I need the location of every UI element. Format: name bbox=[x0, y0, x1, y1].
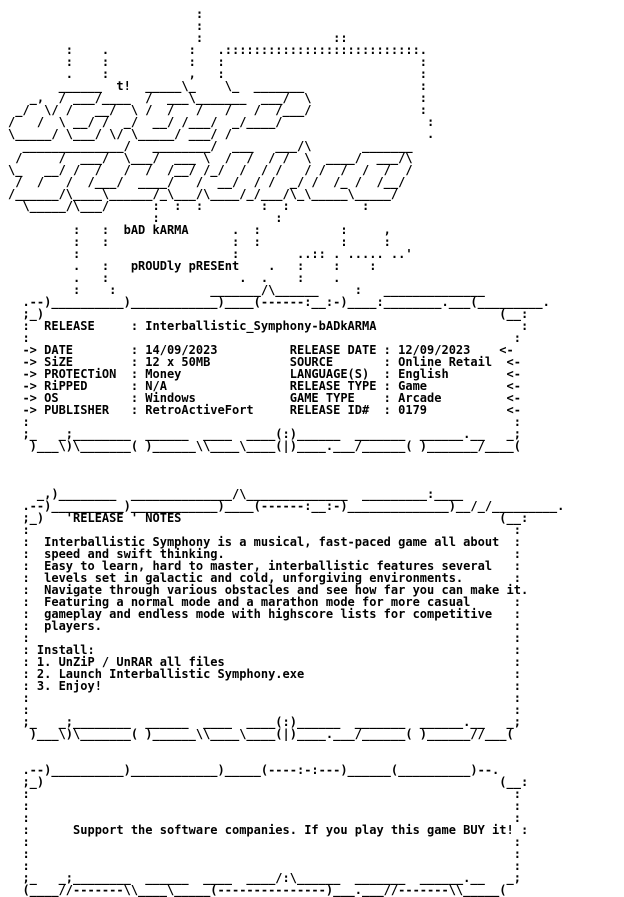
nfo-line: : : bbox=[8, 703, 521, 717]
nfo-line: : bbox=[8, 19, 204, 33]
nfo-line: .--)__________)____________)_____(----:-:---)______(__________)--. bbox=[8, 763, 500, 777]
nfo-line: ;_ _;________ ______ ____ ____/:\______ _______ ______.__ _; bbox=[8, 871, 521, 885]
nfo-line: -> PUBLISHER : RetroActiveFort RELEASE ID# : 0179 <- bbox=[8, 403, 521, 417]
nfo-line: : Support the software companies. If you play this game BUY it! : bbox=[8, 823, 529, 837]
nfo-line: : RELEASE : Interballistic_Symphony-bADkARMA : bbox=[8, 319, 529, 333]
nfo-line: : : bbox=[8, 211, 283, 225]
nfo-line: : :: bbox=[8, 31, 348, 45]
nfo-line bbox=[8, 452, 564, 464]
nfo-line: : Featuring a normal mode and a marathon mode for more casual : bbox=[8, 595, 521, 609]
nfo-line: : Install: : bbox=[8, 643, 521, 657]
nfo-text-block bbox=[8, 8, 564, 896]
nfo-line: . : pROUDly pRESEnt . : : : bbox=[8, 259, 377, 273]
nfo-line: _, / ___/____ / ___\_______ ___/ \ : bbox=[8, 91, 428, 105]
nfo-line: -> OS : Windows GAME TYPE : Arcade <- bbox=[8, 391, 521, 405]
nfo-line: / / / /___/ ____/ / __/ / / _/ / /_ / /__/ bbox=[8, 175, 406, 189]
nfo-line bbox=[8, 464, 564, 476]
nfo-line: /______/\____\______/_\___/\____/_/___/\_\_____\_____/ bbox=[8, 187, 399, 201]
nfo-line: .--)__________)____________)____(------:__:-)____:________.___(_________. bbox=[8, 295, 550, 309]
nfo-line: : : bbox=[8, 835, 521, 849]
nfo-line: : : : : : : bbox=[8, 235, 391, 249]
nfo-line: ;_) (__: bbox=[8, 775, 529, 789]
nfo-line: : : bbox=[8, 847, 521, 861]
nfo-line: : : bbox=[8, 523, 521, 537]
nfo-line: : 2. Launch Interballistic Symphony.exe : bbox=[8, 667, 521, 681]
nfo-line: : : bbox=[8, 811, 521, 825]
nfo-line: : players. : bbox=[8, 619, 521, 633]
nfo-line: / / \ __/ / _/ __/ /___/ _/____/ : bbox=[8, 115, 435, 129]
nfo-line: : Easy to learn, hard to master, interballistic features several : bbox=[8, 559, 521, 573]
nfo-line: : : _______/\______ : ______________ bbox=[8, 283, 485, 297]
nfo-line: . : . . : . bbox=[8, 271, 341, 285]
nfo-line: : : bbox=[8, 331, 521, 345]
nfo-line: . : , : : bbox=[8, 67, 428, 81]
nfo-line: : : bbox=[8, 859, 521, 873]
nfo-line: _,)________ ______________/\______________ _________:____ bbox=[8, 487, 464, 501]
nfo-line bbox=[8, 740, 564, 752]
nfo-line: : 1. UnZiP / UnRAR all files : bbox=[8, 655, 521, 669]
nfo-line: : . : .:::::::::::::::::::::::::::. bbox=[8, 43, 428, 57]
nfo-line: -> PROTECTiON : Money LANGUAGE(S) : English <- bbox=[8, 367, 521, 381]
nfo-line: ;_ _;________ ______ ____ ____(:)______ _______ ______.__ _; bbox=[8, 715, 521, 729]
nfo-line: _/ \/ / __/ \ / / / / / /___/ : bbox=[8, 103, 428, 117]
nfo-line: : Interballistic Symphony is a musical, fast-paced game all about : bbox=[8, 535, 521, 549]
nfo-line: .--)__________)____________)____(------:__:-)______________)__/_/_________. bbox=[8, 499, 565, 513]
nfo-line: : : bbox=[8, 631, 521, 645]
nfo-line: : speed and swift thinking. : bbox=[8, 547, 521, 561]
nfo-line: : : bbox=[8, 691, 521, 705]
nfo-line: -> DATE : 14/09/2023 RELEASE DATE : 12/09/2023 <- bbox=[8, 343, 514, 357]
nfo-line: ;_ _;________ ______ ____ ____(:)______ _______ ______.__ _; bbox=[8, 427, 521, 441]
nfo-line: : 3. Enjoy! : bbox=[8, 679, 521, 693]
nfo-line: (____//-------\\____\_____(---------------)___.___//-------\\_____( bbox=[8, 883, 507, 897]
nfo-line: -> RiPPED : N/A RELEASE TYPE : Game <- bbox=[8, 379, 521, 393]
nfo-line: : gameplay and endless mode with highscore lists for competitive : bbox=[8, 607, 521, 621]
nfo-line: / / ___/ \___/ ___ \ / / / / \ ____/ ___/\ bbox=[8, 151, 413, 165]
nfo-line: : : bAD kARMA . : : , bbox=[8, 223, 391, 237]
nfo-line: : levels set in galactic and cold, unforgiving environments. : bbox=[8, 571, 521, 585]
nfo-line: -> SiZE : 12 x 50MB SOURCE : Online Retail <- bbox=[8, 355, 521, 369]
nfo-line: : bbox=[8, 7, 204, 21]
nfo-line: ______________/ ________/ ___ ___/\ _______ bbox=[8, 139, 413, 153]
nfo-line: \_____/ \___/ \/ \_____/ ___/ / . bbox=[8, 127, 435, 141]
nfo-line: ;_) (__: bbox=[8, 307, 529, 321]
nfo-line: : : : : : bbox=[8, 55, 428, 69]
nfo-line: : Navigate through various obstacles and see how far you can make it. bbox=[8, 583, 529, 597]
nfo-line: )___\)\_______( )______\\____\____(|)____.___/______( )______//___( bbox=[8, 727, 514, 741]
nfo-line: )___\)\_______( )______\\____\____(|)____.___/______( )_______/____( bbox=[8, 439, 521, 453]
nfo-line: \_____/\___/ : : : : : : bbox=[8, 199, 370, 213]
nfo-line: : : bbox=[8, 799, 521, 813]
nfo-line: ;_) 'RELEASE ' NOTES (__: bbox=[8, 511, 529, 525]
nfo-line: : : ..:: . ..... ..' bbox=[8, 247, 413, 261]
nfo-line: ______ t! _____\_ \_ _______ : bbox=[8, 79, 428, 93]
nfo-line: : : bbox=[8, 415, 521, 429]
nfo-line: : : bbox=[8, 787, 521, 801]
nfo-line: \_ __/ / / / / /__/ /_/ / / / / / / / / / bbox=[8, 163, 413, 177]
